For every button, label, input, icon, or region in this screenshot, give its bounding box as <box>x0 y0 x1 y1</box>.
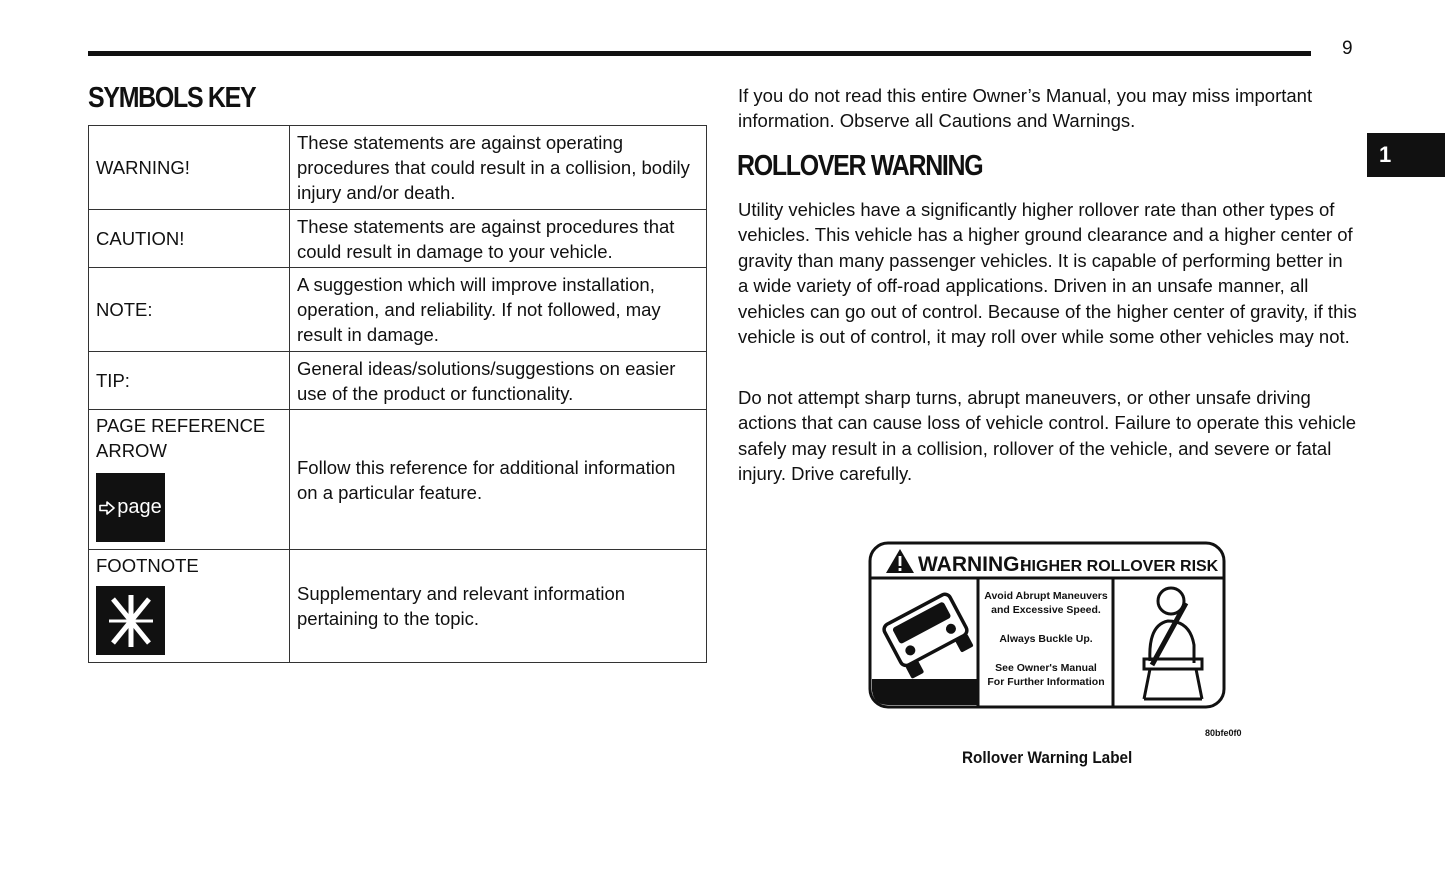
description-cell: Supplementary and relevant information pertaining to the topic. <box>290 550 707 663</box>
label-line-2: and Excessive Speed. <box>991 604 1101 616</box>
term-cell: CAUTION! <box>89 210 290 268</box>
symbols-key-table <box>88 125 707 663</box>
header-rule <box>88 51 1311 56</box>
rollover-warning-title: ROLLOVER WARNING <box>737 150 983 182</box>
label-headline: HIGHER ROLLOVER RISK <box>1020 558 1219 575</box>
figure-code: 80bfe0f0 <box>1205 728 1242 738</box>
description-cell: General ideas/solutions/suggestions on easier use of the product or functionality. <box>290 352 707 410</box>
table-row <box>89 210 707 268</box>
rollover-paragraph-2 <box>738 385 1358 487</box>
paragraph-text: Utility vehicles have a significantly higher rollover rate than other types of vehicles. This vehicle has a higher ground clearance and a higher center of gravity than many passenger vehicles. It is capable of performing better in a wide variety of off-road applications. Driven in an unsafe manner, all vehicles can go out of control. Because of the higher center of gravity, if this vehicle is out of control, it may roll over while some other vehicles may not. <box>738 199 1357 348</box>
paragraph-text: Do not attempt sharp turns, abrupt maneuvers, or other unsafe driving actions that can cause loss of vehicle control. Failure to operate this vehicle safely may result in a collision, rollover of the vehicle, and severe or fatal injury. Drive carefully. <box>738 387 1357 485</box>
description-cell: A suggestion which will improve installation, operation, and reliability. If not followed, may result in damage. <box>290 268 707 352</box>
table-row <box>89 126 707 210</box>
rollover-warning-label <box>868 541 1226 714</box>
chapter-tab[interactable]: 1 <box>1367 133 1445 177</box>
label-line-5: For Further Information <box>987 676 1105 688</box>
term-cell: TIP: <box>89 352 290 410</box>
description-cell: These statements are against procedures that could result in damage to your vehicle. <box>290 210 707 268</box>
term-text: FOOTNOTE <box>96 555 199 576</box>
label-line-4: See Owner's Manual <box>995 662 1097 674</box>
table-row <box>89 550 707 663</box>
page-number: 9 <box>1342 38 1353 59</box>
label-line-3: Always Buckle Up. <box>999 633 1093 645</box>
label-warning-word: WARNING: <box>918 553 1027 576</box>
term-cell <box>89 550 290 663</box>
description-cell: Follow this reference for additional information on a particular feature. <box>290 410 707 550</box>
term-cell: NOTE: <box>89 268 290 352</box>
table-row <box>89 410 707 550</box>
intro-paragraph <box>738 83 1358 134</box>
label-line-1: Avoid Abrupt Maneuvers <box>984 590 1108 602</box>
description-cell: These statements are against operating procedures that could result in a collision, bodily injury and/or death. <box>290 126 707 210</box>
warning-label-figure <box>868 541 1226 709</box>
asterisk-icon <box>101 591 161 651</box>
table-row <box>89 268 707 352</box>
term-text: PAGE REFERENCE ARROW <box>96 415 266 461</box>
table-row <box>89 352 707 410</box>
arrow-right-icon <box>99 501 115 515</box>
figure-caption: Rollover Warning Label <box>962 748 1133 767</box>
term-cell <box>89 410 290 550</box>
asterisk-footnote-icon <box>96 586 165 655</box>
page-reference-arrow-icon <box>96 473 165 542</box>
rollover-paragraph-1 <box>738 197 1358 349</box>
symbols-key-title: SYMBOLS KEY <box>88 82 256 114</box>
page-icon-text: page <box>117 496 162 518</box>
intro-text: If you do not read this entire Owner’s Manual, you may miss important information. Observe all Cautions and Warnings. <box>738 85 1313 132</box>
term-cell: WARNING! <box>89 126 290 210</box>
